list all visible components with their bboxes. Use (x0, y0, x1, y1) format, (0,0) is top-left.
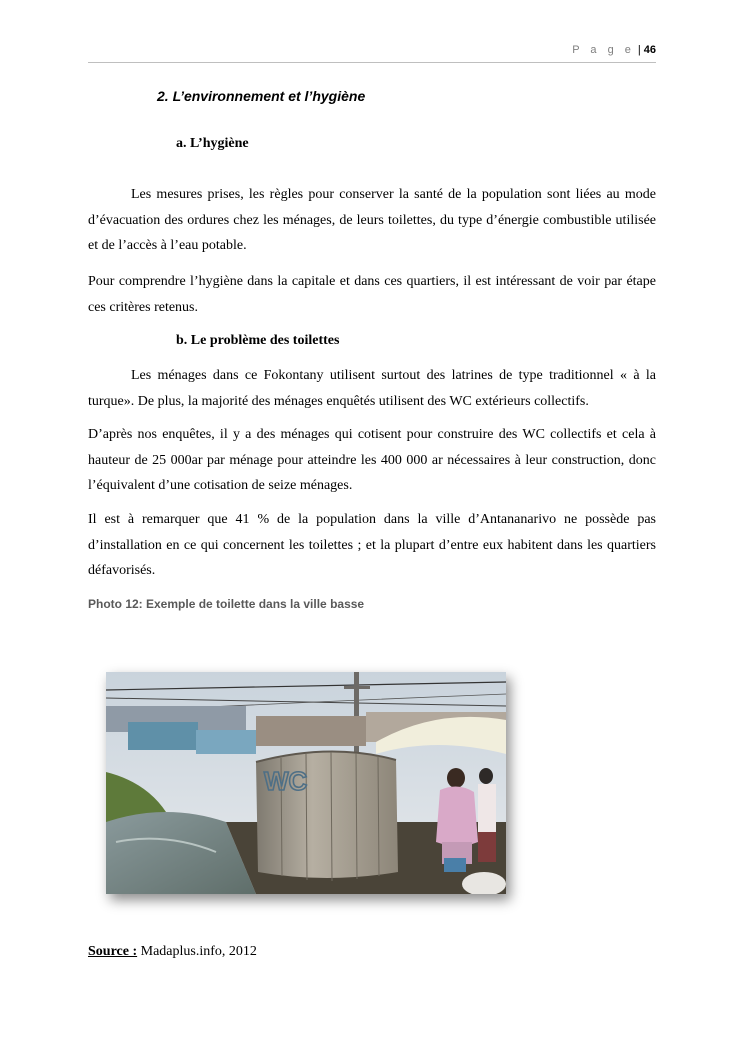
page-label: P a g e (572, 44, 635, 56)
toilet-photo (106, 672, 506, 894)
photo-caption: Photo 12: Exemple de toilette dans la ville basse (88, 597, 365, 611)
subsection-heading-toilets: b. Le problème des toilettes (176, 333, 340, 348)
paragraph-4: D’après nos enquêtes, il y a des ménages qui cotisent pour construire des WC collectifs et cela à hauteur de 25 000ar par ménage pour atteindre les 400 000 ar nécessaires à leur construction, donc l’équivalent d’une cotisation de seize ménages. (88, 427, 656, 493)
source-text: Madaplus.info, 2012 (137, 944, 257, 959)
page-header (88, 44, 656, 63)
paragraph-2: Pour comprendre l’hygiène dans la capitale et dans ces quartiers, il est intéressant de voir par étape ces critères retenus. (88, 274, 656, 315)
source-label: Source : (88, 944, 138, 959)
photo-source (88, 944, 257, 960)
page-separator: | (637, 44, 641, 56)
page-number: 46 (643, 44, 656, 56)
wc-sign: WC (264, 766, 308, 796)
section-heading: 2. L’environnement et l’hygiène (157, 88, 366, 104)
paragraph-3: Les ménages dans ce Fokontany utilisent surtout des latrines de type traditionnel « à la turque». De plus, la majorité des ménages enquêtés utilisent des WC extérieurs collectifs. (88, 368, 656, 409)
paragraph-1: Les mesures prises, les règles pour conserver la santé de la population sont liées au mode d’évacuation des ordures chez les ménages, de leurs toilettes, du type d’énergie combustible utilisée et de l’accès à l’eau potable. (88, 187, 656, 253)
paragraph-5: Il est à remarquer que 41 % de la population dans la ville d’Antananarivo ne possède pas d’installation en ce qui concernent les toilettes ; et la plupart d’entre eux habitent dans les quartiers défavorisés. (88, 512, 656, 578)
subsection-heading-hygiene: a. L’hygiène (176, 136, 249, 151)
